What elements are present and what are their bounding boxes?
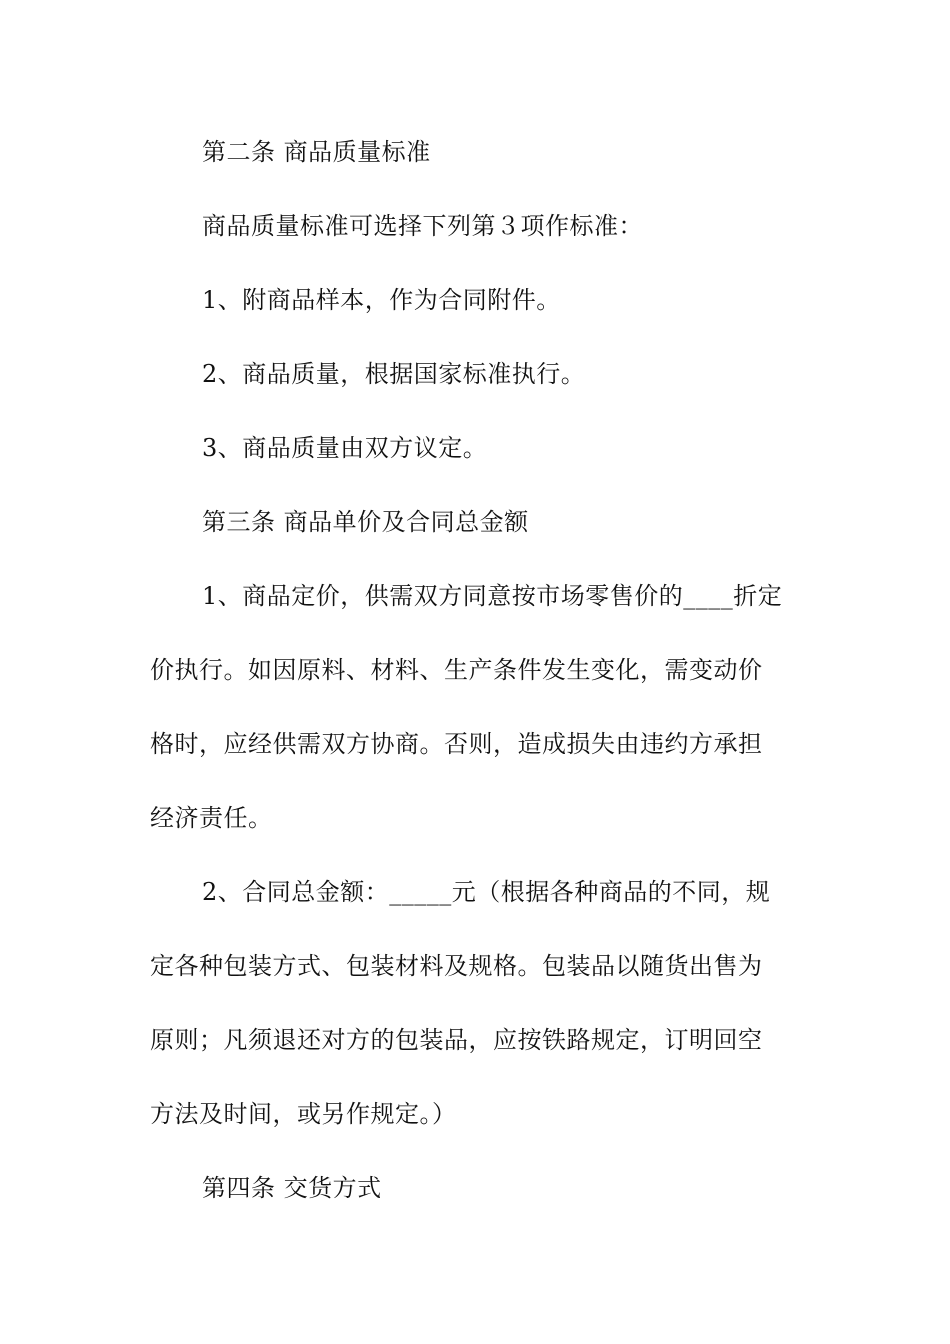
- total-amount-line-1: 2、合同总金额：_____元（根据各种商品的不同，规: [202, 878, 771, 906]
- contract-body: [150, 128, 800, 1238]
- total-amount-line-2: 定各种包装方式、包装材料及规格。包装品以随货出售为: [150, 952, 763, 980]
- price-paragraph-line-4: 经济责任。: [150, 804, 273, 832]
- total-amount-line-3: 原则；凡须退还对方的包装品，应按铁路规定，订明回空: [150, 1026, 763, 1054]
- article-4-heading: 第四条 交货方式: [202, 1174, 382, 1202]
- quality-standard-intro: 商品质量标准可选择下列第３项作标准：: [202, 212, 643, 240]
- article-2-heading: 第二条 商品质量标准: [202, 138, 431, 166]
- quality-item-3: 3、商品质量由双方议定。: [202, 434, 488, 462]
- quality-item-2: 2、商品质量，根据国家标准执行。: [202, 360, 586, 388]
- price-paragraph-line-2: 价执行。如因原料、材料、生产条件发生变化，需变动价: [150, 656, 763, 684]
- total-amount-line-4: 方法及时间，或另作规定。）: [150, 1100, 457, 1128]
- price-paragraph-line-3: 格时，应经供需双方协商。否则，造成损失由违约方承担: [150, 730, 763, 758]
- article-3-heading: 第三条 商品单价及合同总金额: [202, 508, 529, 536]
- quality-item-1: 1、附商品样本，作为合同附件。: [202, 286, 561, 314]
- price-paragraph-line-1: 1、商品定价，供需双方同意按市场零售价的____折定: [202, 582, 783, 610]
